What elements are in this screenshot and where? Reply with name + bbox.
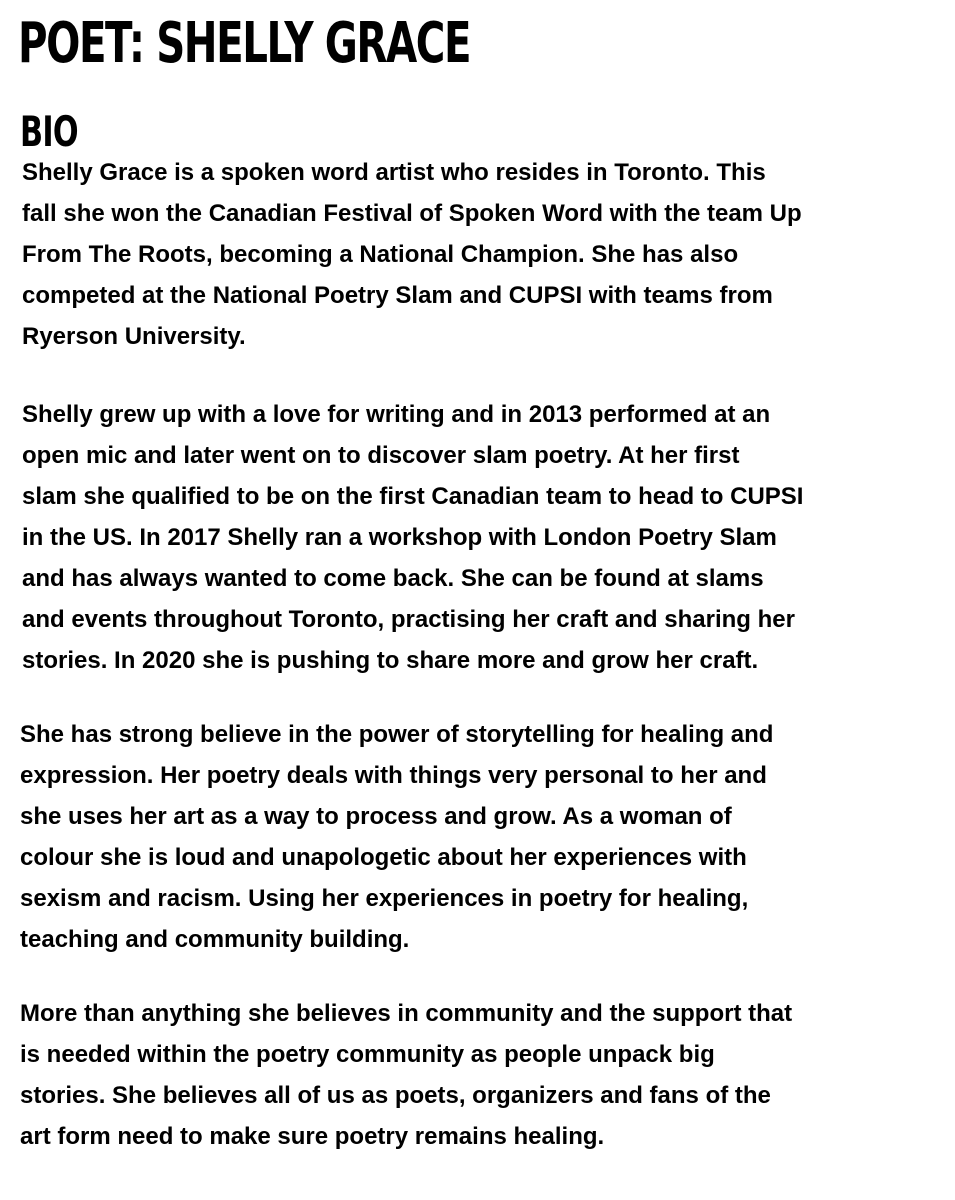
- text-line: expression. Her poetry deals with things very personal to her and: [20, 762, 767, 789]
- text-line: and has always wanted to come back. She can be found at slams: [22, 565, 764, 592]
- text-line: She has strong believe in the power of storytelling for healing and: [20, 721, 774, 748]
- text-line: competed at the National Poetry Slam and CUPSI with teams from: [22, 282, 773, 309]
- text-line: and events throughout Toronto, practising her craft and sharing her: [22, 606, 795, 633]
- text-line: open mic and later went on to discover slam poetry. At her first: [22, 442, 740, 469]
- text-line: is needed within the poetry community as people unpack big: [20, 1041, 715, 1068]
- bio-heading: BIO: [20, 107, 78, 156]
- text-line: fall she won the Canadian Festival of Spoken Word with the team Up: [22, 200, 802, 227]
- text-line: colour she is loud and unapologetic about her experiences with: [20, 844, 747, 871]
- text-line: in the US. In 2017 Shelly ran a workshop with London Poetry Slam: [22, 524, 777, 551]
- text-line: she uses her art as a way to process and grow. As a woman of: [20, 803, 732, 830]
- text-line: slam she qualified to be on the first Canadian team to head to CUPSI: [22, 483, 804, 510]
- page-title: POET: SHELLY GRACE: [18, 11, 471, 76]
- text-line: More than anything she believes in community and the support that: [20, 1000, 793, 1027]
- bio-paragraph-4: [20, 993, 920, 1157]
- text-line: stories. In 2020 she is pushing to share more and grow her craft.: [22, 647, 759, 674]
- text-line: Shelly grew up with a love for writing and in 2013 performed at an: [22, 401, 771, 428]
- text-line: Ryerson University.: [22, 323, 246, 350]
- text-line: teaching and community building.: [20, 926, 410, 953]
- bio-paragraph-3: [20, 714, 920, 960]
- bio-paragraph-2: [22, 394, 922, 681]
- bio-paragraph-1: [22, 152, 922, 357]
- text-line: Shelly Grace is a spoken word artist who resides in Toronto. This: [22, 159, 766, 186]
- text-line: sexism and racism. Using her experiences in poetry for healing,: [20, 885, 749, 912]
- text-line: stories. She believes all of us as poets, organizers and fans of the: [20, 1082, 771, 1109]
- text-line: From The Roots, becoming a National Champion. She has also: [22, 241, 739, 268]
- text-line: art form need to make sure poetry remains healing.: [20, 1123, 605, 1150]
